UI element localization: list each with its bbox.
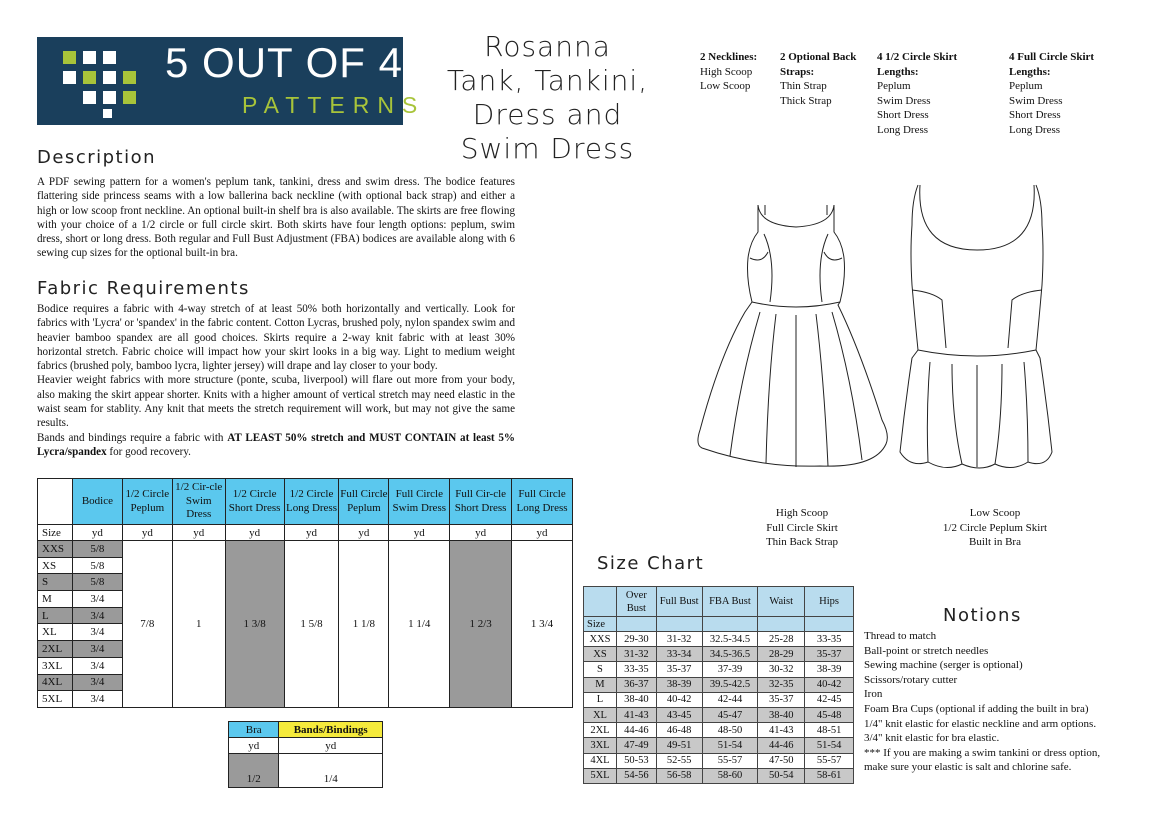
measure-cell: 37-39 [702, 662, 758, 677]
dress-caption-2 [930, 506, 1060, 550]
size-cell: L [38, 607, 73, 624]
measure-cell: 31-32 [616, 647, 656, 662]
measure-cell: 33-35 [805, 632, 854, 647]
full-circle-options [1009, 50, 1124, 137]
bodice-cell: 3/4 [72, 691, 122, 708]
measure-cell: 55-57 [805, 753, 854, 768]
bands-header: Bands/Bindings [279, 722, 383, 738]
caption-line: Built in Bra [969, 536, 1021, 548]
size-cell: S [584, 662, 617, 677]
notion-item: Iron [864, 688, 883, 701]
skirt-cell: 1 2/3 [450, 541, 512, 708]
size-cell: S [38, 574, 73, 591]
notions-list [864, 629, 1156, 775]
measure-cell: 45-47 [702, 707, 758, 722]
measure-cell: 58-61 [805, 768, 854, 783]
measure-cell: 55-57 [702, 753, 758, 768]
measure-cell: 45-48 [805, 707, 854, 722]
fabric-text [37, 302, 515, 459]
title-line: Swim Dress [460, 132, 635, 165]
caption-line: High Scoop [775, 507, 829, 519]
option-item: Peplum [877, 80, 911, 92]
notion-item: Scissors/rotary cutter [864, 673, 958, 686]
fabric-header: Full Circle Long Dress [512, 479, 573, 525]
measure-cell: 36-37 [616, 677, 656, 692]
caption-line: Low Scoop [969, 507, 1021, 519]
bodice-cell: 5/8 [72, 557, 122, 574]
fabric-header: Full Circle Peplum [339, 479, 389, 525]
option-item: Short Dress [877, 109, 929, 121]
measure-cell: 44-46 [616, 723, 656, 738]
fabric-header: Bodice [72, 479, 122, 525]
bands-value: 1/4 [279, 754, 383, 788]
fabric-heading: Fabric Requirements [37, 278, 250, 299]
size-cell: XS [584, 647, 617, 662]
measure-cell: 47-50 [758, 753, 805, 768]
title-line: Rosanna [484, 30, 611, 63]
size-label: Size [584, 617, 617, 632]
description-heading: Description [37, 147, 157, 168]
fabric-header: 1/2 Circle Short Dress [225, 479, 284, 525]
measure-cell: 39.5-42.5 [702, 677, 758, 692]
measure-cell: 30-32 [758, 662, 805, 677]
measure-cell: 38-39 [805, 662, 854, 677]
title-line: Dress and [472, 98, 623, 131]
option-item: Long Dress [877, 123, 929, 136]
measure-cell: 41-43 [616, 707, 656, 722]
measure-cell: 31-32 [656, 632, 702, 647]
size-cell: 5XL [584, 768, 617, 783]
notion-item: Ball-point or stretch needles [864, 644, 989, 657]
brand-logo [37, 37, 426, 125]
measure-cell: 42-45 [805, 692, 854, 707]
caption-line: 1/2 Circle Peplum Skirt [942, 521, 1048, 534]
measure-cell: 47-49 [616, 738, 656, 753]
measure-cell: 33-34 [656, 647, 702, 662]
size-chart-heading: Size Chart [597, 553, 705, 574]
option-item: Swim Dress [877, 94, 931, 107]
size-cell: 2XL [584, 723, 617, 738]
measure-cell: 43-45 [656, 707, 702, 722]
measure-cell: 42-44 [702, 692, 758, 707]
measure-cell: 32-35 [758, 677, 805, 692]
option-item: Low Scoop [700, 80, 751, 92]
pattern-title [420, 30, 675, 166]
straps-options [780, 50, 868, 108]
bands-header: Bra [229, 722, 279, 738]
measure-cell: 41-43 [758, 723, 805, 738]
measure-cell: 32.5-34.5 [702, 632, 758, 647]
measure-cell: 50-54 [758, 768, 805, 783]
measure-cell: 28-29 [758, 647, 805, 662]
logo-text: 5 OUT OF 4 [165, 39, 403, 86]
size-cell: 5XL [38, 691, 73, 708]
caption-line: Thin Back Strap [765, 536, 839, 548]
size-cell: L [584, 692, 617, 707]
option-item: Swim Dress [1009, 94, 1063, 107]
title-line: Tank, Tankini, [446, 64, 649, 97]
skirt-cell: 7/8 [122, 541, 172, 708]
option-item: Short Dress [1009, 109, 1061, 121]
unit-cell: yd [389, 525, 450, 541]
low-scoop-peplum-illustration [900, 185, 1052, 468]
measure-cell: 56-58 [656, 768, 702, 783]
fabric-paragraph: Bodice requires a fabric with 4-way stretch of at least 50% both horizontally and vertically. Look for fabrics with 'Lycra' or 'spandex' in the fabric content. Cotton Lycras, brushed poly, nylon spandex swim and heavier bamboo spandex are all good choices. Skirts require a 2-way knit fabric with at least 30% horizontal stretch. Fabric choice will impact how your skirt looks in a big way. Light to medium weight fabrics (brushed poly, bamboo lycra, lighter jersey) will drape and lay closer to your body. [37, 303, 515, 373]
measure-cell: 25-28 [758, 632, 805, 647]
size-cell: 2XL [38, 641, 73, 658]
options-heading: 4 1/2 Circle Skirt Lengths: [877, 51, 958, 78]
size-header: Hips [805, 587, 854, 617]
fabric-header: 1/2 Circle Peplum [122, 479, 172, 525]
measure-cell: 29-30 [616, 632, 656, 647]
size-cell: XXS [584, 632, 617, 647]
bodice-cell: 3/4 [72, 674, 122, 691]
measure-cell: 40-42 [805, 677, 854, 692]
size-cell: 4XL [584, 753, 617, 768]
bodice-cell: 5/8 [72, 574, 122, 591]
size-cell: M [38, 591, 73, 608]
fabric-header: 1/2 Cir-cle Swim Dress [172, 479, 225, 525]
fabric-header: 1/2 Circle Long Dress [284, 479, 339, 525]
measure-cell: 48-50 [702, 723, 758, 738]
option-item: Thin Strap [780, 80, 827, 92]
bodice-cell: 3/4 [72, 657, 122, 674]
measure-cell: 38-39 [656, 677, 702, 692]
dress-caption-1 [746, 506, 858, 550]
notion-item: Thread to match [864, 630, 937, 642]
bands-unit: yd [229, 738, 279, 754]
options-heading: 2 Necklines: [700, 51, 758, 63]
unit-cell: yd [450, 525, 512, 541]
skirt-cell: 1 1/8 [339, 541, 389, 708]
measure-cell: 58-60 [702, 768, 758, 783]
measure-cell: 49-51 [656, 738, 702, 753]
measure-cell: 50-53 [616, 753, 656, 768]
size-chart-table [583, 586, 854, 784]
options-heading: 2 Optional Back Straps: [780, 51, 857, 78]
fabric-paragraph: Heavier weight fabrics with more structure (ponte, scuba, liverpool) will flare out more from your body, also making the skirt appear shorter. Knits with a higher amount of vertical stretch may need elastic in the waist seam for stablity. Any knit that meets the stretch requirement will work, but may not give the same results. [37, 374, 515, 430]
description-text [37, 175, 515, 261]
option-item: High Scoop [700, 65, 753, 78]
measure-cell: 48-51 [805, 723, 854, 738]
unit-cell: yd [172, 525, 225, 541]
notion-item: *** If you are making a swim tankini or dress option, [864, 746, 1101, 759]
half-circle-options [877, 50, 991, 137]
measure-cell: 46-48 [656, 723, 702, 738]
skirt-cell: 1 [172, 541, 225, 708]
measure-cell: 54-56 [616, 768, 656, 783]
size-cell: 3XL [584, 738, 617, 753]
unit-cell: yd [512, 525, 573, 541]
unit-cell: yd [122, 525, 172, 541]
measure-cell: 44-46 [758, 738, 805, 753]
notion-item: make sure your elastic is salt and chlorine safe. [864, 761, 1072, 774]
option-item: Long Dress [1009, 123, 1061, 136]
size-header: Full Bust [656, 587, 702, 617]
fabric-paragraph [37, 431, 515, 460]
bands-unit: yd [279, 738, 383, 754]
bodice-cell: 3/4 [72, 624, 122, 641]
unit-cell: yd [339, 525, 389, 541]
unit-cell: yd [225, 525, 284, 541]
skirt-cell: 1 3/8 [225, 541, 284, 708]
measure-cell: 34.5-36.5 [702, 647, 758, 662]
measure-cell: 51-54 [702, 738, 758, 753]
description-paragraph: A PDF sewing pattern for a women's peplum tank, tankini, dress and swim dress. The bodice features flattering side princess seams with a low ballerina back neckline (with optional back strap) and either a high or low scoop front neckline. An optional built-in shelf bra is also available. The skirts are free flowing with your choice of a 1/2 circle or full circle skirt. Both skirts have four length options: peplum, swim dress, short or long dress. Both regular and Full Bust Adjustment (FBA) bodices are available along with 6 sewing cup sizes for the optional built-in bra. [37, 176, 515, 260]
bodice-cell: 3/4 [72, 607, 122, 624]
size-cell: XL [38, 624, 73, 641]
options-heading: 4 Full Circle Skirt Lengths: [1009, 51, 1095, 78]
size-header: Over Bust [616, 587, 656, 617]
measure-cell: 51-54 [805, 738, 854, 753]
unit-cell: yd [284, 525, 339, 541]
option-item: Thick Strap [780, 94, 832, 107]
measure-cell: 52-55 [656, 753, 702, 768]
notions-heading: Notions [943, 605, 1022, 626]
unit-cell: yd [72, 525, 122, 541]
notion-item: 1/4" knit elastic for elastic neckline and arm options. [864, 717, 1097, 730]
bodice-cell: 3/4 [72, 591, 122, 608]
notion-item: Foam Bra Cups (optional if adding the built in bra) [864, 702, 1089, 715]
size-cell: 3XL [38, 657, 73, 674]
necklines-options [700, 50, 772, 94]
size-header: Waist [758, 587, 805, 617]
notion-item: 3/4" knit elastic for bra elastic. [864, 732, 1000, 745]
bands-value: 1/2 [229, 754, 279, 788]
size-cell: XL [584, 707, 617, 722]
measure-cell: 35-37 [656, 662, 702, 677]
bodice-cell: 3/4 [72, 641, 122, 658]
measure-cell: 38-40 [758, 707, 805, 722]
size-cell: M [584, 677, 617, 692]
size-cell: XS [38, 557, 73, 574]
option-item: Peplum [1009, 80, 1043, 92]
unit-cell: Size [38, 525, 73, 541]
bands-table [228, 721, 383, 788]
skirt-cell: 1 3/4 [512, 541, 573, 708]
size-cell: XXS [38, 541, 73, 558]
fabric-text-run: Bands and bindings require a fabric with [37, 431, 228, 444]
skirt-cell: 1 5/8 [284, 541, 339, 708]
size-header: FBA Bust [702, 587, 758, 617]
fabric-bold-text: AT LEAST 50% stretch and MUST CONTAIN at least 5% Lycra/spandex [37, 431, 516, 458]
measure-cell: 35-37 [805, 647, 854, 662]
fabric-text-run: for good recovery. [106, 445, 191, 458]
fabric-table [37, 478, 573, 708]
size-cell: 4XL [38, 674, 73, 691]
high-scoop-dress-illustration [698, 205, 887, 467]
notion-item: Sewing machine (serger is optional) [864, 659, 1023, 672]
bodice-cell: 5/8 [72, 541, 122, 558]
caption-line: Full Circle Skirt [766, 521, 838, 534]
logo-subtext: PATTERNS [242, 92, 426, 118]
measure-cell: 33-35 [616, 662, 656, 677]
fabric-header: Full Cir-cle Short Dress [450, 479, 512, 525]
measure-cell: 35-37 [758, 692, 805, 707]
skirt-cell: 1 1/4 [389, 541, 450, 708]
fabric-header: Full Circle Swim Dress [389, 479, 450, 525]
dress-illustrations [690, 180, 1140, 500]
measure-cell: 40-42 [656, 692, 702, 707]
measure-cell: 38-40 [616, 692, 656, 707]
